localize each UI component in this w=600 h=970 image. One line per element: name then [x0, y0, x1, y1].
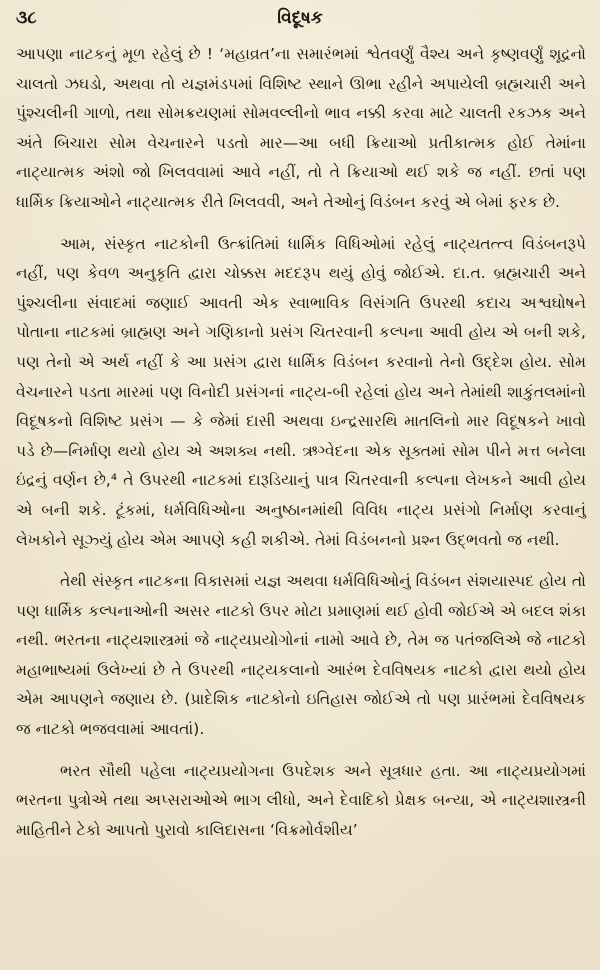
page-number: ૩૮ — [16, 8, 37, 28]
paragraph-3 — [16, 567, 586, 745]
paragraph-1-text: આપણા નાટકનું મૂળ રહેલું છે ! ‘મહાવ્રત’ના સમારંભમાં શ્વેતવર્ણું વૈશ્ય અને કૃષ્ણવર્ણું શૂદ્રનો ચાલતો ઝઘડો, અથવા તો યજ્ઞમંડપમાં વિશિષ્ટ સ્થાને ઊભા રહીને અપાયેલી બ્રહ્મચારી અને પુંશ્ચલીની ગાળો, તથા સોમક્રયણમાં સોમવલ્લીનો ભાવ નક્કી કરવા માટે ચાલતી રકઝક અને અંતે બિચારા સોમ વેચનારને પડતો માર—આ બધી ક્રિયાઓ પ્રતીકાત્મક હોઈ તેમાંના નાટ્યાત્મક અંશો જો ખિલવવામાં આવે નહીં, તો તે ક્રિયાઓ થઈ શકે જ નહીં. છતાં પણ ધાર્મિક ક્રિયાઓને નાટ્યાત્મક રીતે ખિલવવી, અને તેઓનું વિડંબન કરવું એ બેમાં ફરક છે. — [16, 45, 586, 211]
page-header — [16, 8, 584, 32]
running-title: વિદૂષક — [277, 8, 323, 28]
body-text — [16, 40, 586, 845]
paragraph-4-text: ભરત સૌથી પહેલા નાટ્યપ્રયોગના ઉપદેશક અને સૂત્રધાર હતા. આ નાટ્યપ્રયોગમાં ભરતના પુત્રોએ તથા અપ્સરાઓએ ભાગ લીધો, અને દેવાદિકો પ્રેક્ષક બન્યા, એ નાટ્યશાસ્ત્રની માહિતીને ટેકો આપતો પુરાવો કાલિદાસના ‘વિક્રમોર્વશીય’ — [16, 761, 586, 839]
paragraph-1 — [16, 40, 586, 218]
paragraph-2-text: આમ, સંસ્કૃત નાટકોની ઉત્ક્રાંતિમાં ધાર્મિક વિધિઓમાં રહેલું નાટ્યતત્ત્વ વિડંબનરૂપે નહીં, પણ કેવળ અનુકૃતિ દ્વારા ચોક્કસ મદદરૂપ થયું હોવું જોઈએ. દા.ત. બ્રહ્મચારી અને પુંશ્ચલીના સંવાદમાં જણાઈ આવતી એક સ્વાભાવિક વિસંગતિ ઉપરથી કદાચ અશ્વઘોષને પોતાના નાટકમાં બ્રાહ્મણ અને ગણિકાનો પ્રસંગ ચિતરવાની કલ્પના આવી હોય એ બની શકે, પણ તેનો એ અર્થ નહીં કે આ પ્રસંગ દ્વારા ધાર્મિક વિડંબન કરવાનો તેનો ઉદ્દેશ હોય. સોમ વેચનારને પડતા મારમાં પણ વિનોદી પ્રસંગનાં નાટ્ય-બી રહેલાં હોય અને તેમાંથી શાકુંતલમાંનો વિદૂષકનો વિશિષ્ટ પ્રસંગ — કે જેમાં દાસી અથવા ઇન્દ્રસારથિ માતલિનો માર વિદૂષકને ખાવો પડે છે—નિર્માણ થયો હોય એ અશક્ય નથી. ઋગ્વેદના એક સૂક્તમાં સોમ પીને મત્ત બનેલા ઇંદ્રનું વર્ણન છે,⁴ તે ઉપરથી નાટકમાં દારૂડિયાનું પાત્ર ચિતરવાની કલ્પના લેખકને આવી હોય એ બની શકે. ટૂંકમાં, ધર્મવિધિઓના અનુષ્ઠાનમાંથી વિવિધ નાટ્ય પ્રસંગો નિર્માણ કરવાનું લેખકોને સૂઝ્યું હોય એમ આપણે કહી શકીએ. તેમાં વિડંબનનો પ્રશ્ન ઉદ્ભવતો જ નથી. — [16, 234, 586, 549]
paragraph-4 — [16, 757, 586, 846]
paragraph-2 — [16, 230, 586, 556]
paragraph-3-text: તેથી સંસ્કૃત નાટકના વિકાસમાં યજ્ઞ અથવા ધર્મવિધિઓનું વિડંબન સંશયાસ્પદ હોય તો પણ ધાર્મિક કલ્પનાઓની અસર નાટકો ઉપર મોટા પ્રમાણમાં થઈ હોવી જોઈએ એ બદલ શંકા નથી. ભરતના નાટ્યશાસ્ત્રમાં જે નાટ્યપ્રયોગોનાં નામો આવે છે, તેમ જ પતંજલિએ જે નાટકો મહાભાષ્યમાં ઉલેખ્યાં છે તે ઉપરથી નાટ્યકલાનો આરંભ દેવવિષયક નાટકો દ્વારા થયો હોય એમ આપણને જણાય છે. (પ્રાદેશિક નાટકોનો ઇતિહાસ જોઈએ તો પણ પ્રારંભમાં દેવવિષયક જ નાટકો ભજવવામાં આવતાં). — [16, 572, 586, 739]
